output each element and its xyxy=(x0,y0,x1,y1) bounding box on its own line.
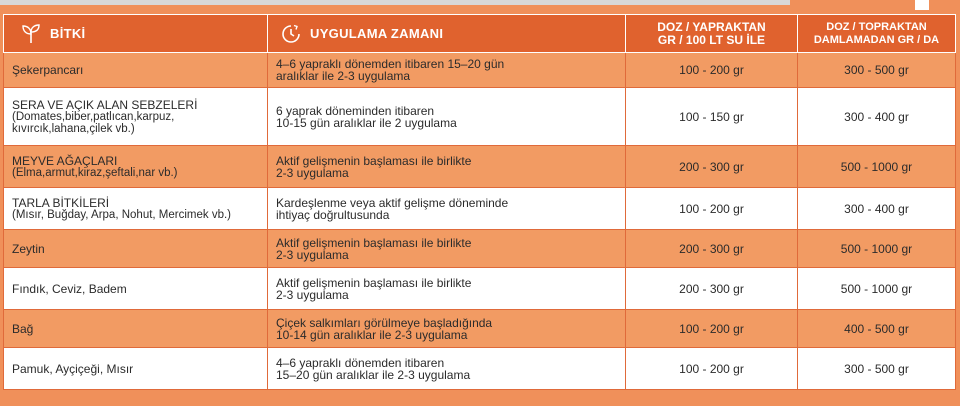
foliar-dose-cell: 100 - 200 gr xyxy=(626,310,798,348)
soil-dose-cell: 500 - 1000 gr xyxy=(798,146,956,188)
header-row xyxy=(4,15,956,53)
header-soil-line2: DAMLAMADAN GR / DA xyxy=(813,33,940,46)
grey-strip xyxy=(0,0,790,5)
foliar-dose-cell: 200 - 300 gr xyxy=(626,268,798,310)
timing-cell xyxy=(268,348,626,390)
timing-cell xyxy=(268,268,626,310)
timing-line: 4–6 yapraklı dönemden itibaren xyxy=(276,355,445,370)
corner-marker xyxy=(915,0,929,10)
crop-examples: (Elma,armut,kiraz,şeftali,nar vb.) xyxy=(12,166,178,179)
dosage-table xyxy=(3,14,956,390)
table-row xyxy=(4,230,956,268)
header-timing xyxy=(268,15,626,53)
crop-cell xyxy=(4,88,268,146)
timing-line: 2-3 uygulama xyxy=(276,287,349,302)
timing-line: 2-3 uygulama xyxy=(276,247,349,262)
crop-cell xyxy=(4,268,268,310)
foliar-dose-cell: 100 - 200 gr xyxy=(626,188,798,230)
crop-name: MEYVE AĞAÇLARI xyxy=(12,153,118,168)
header-crop xyxy=(4,15,268,53)
header-soil-dose xyxy=(798,15,956,53)
timing-line: aralıklar ile 2-3 uygulama xyxy=(276,69,411,83)
header-soil-line1: DOZ / TOPRAKTAN xyxy=(826,20,927,33)
crop-name: Fındık, Ceviz, Badem xyxy=(12,281,127,296)
timing-line: 6 yaprak döneminden itibaren xyxy=(276,103,435,118)
header-timing-label: UYGULAMA ZAMANI xyxy=(310,26,444,41)
crop-name: Zeytin xyxy=(12,241,45,256)
header-foliar-line1: DOZ / YAPRAKTAN xyxy=(657,19,766,34)
table-row xyxy=(4,53,956,88)
soil-dose-cell: 400 - 500 gr xyxy=(798,310,956,348)
timing-cell xyxy=(268,310,626,348)
clock-icon xyxy=(280,23,302,45)
timing-line: Aktif gelişmenin başlaması ile birlikte xyxy=(276,153,472,168)
crop-cell xyxy=(4,146,268,188)
crop-name: SERA VE AÇIK ALAN SEBZELERİ xyxy=(12,97,198,112)
timing-line: 15–20 gün aralıklar ile 2-3 uygulama xyxy=(276,367,471,382)
timing-cell xyxy=(268,146,626,188)
header-foliar-line2: GR / 100 LT SU İLE xyxy=(657,32,766,47)
timing-cell xyxy=(268,88,626,146)
table-row xyxy=(4,310,956,348)
header-crop-label: BİTKİ xyxy=(50,26,86,41)
timing-line: Çiçek salkımları görülmeye başladığında xyxy=(276,315,493,330)
table-row xyxy=(4,348,956,390)
table-row xyxy=(4,188,956,230)
top-band xyxy=(0,0,960,10)
timing-line: 10-15 gün aralıklar ile 2 uygulama xyxy=(276,115,457,130)
crop-cell xyxy=(4,230,268,268)
crop-cell xyxy=(4,188,268,230)
timing-line: 10-14 gün aralıklar ile 2-3 uygulama xyxy=(276,327,468,342)
timing-line: Kardeşlenme veya aktif gelişme döneminde xyxy=(276,195,509,210)
crop-examples: (Mısır, Buğday, Arpa, Nohut, Mercimek vb.) xyxy=(12,208,231,221)
timing-line: 2-3 uygulama xyxy=(276,165,349,180)
crop-cell xyxy=(4,348,268,390)
timing-line: 4–6 yapraklı dönemden itibaren 15–20 gün xyxy=(276,57,505,71)
crop-examples: (Domates,biber,patlıcan,karpuz, kıvırcık,lahana,çilek vb.) xyxy=(12,110,175,135)
foliar-dose-cell: 100 - 200 gr xyxy=(626,53,798,88)
foliar-dose-cell: 200 - 300 gr xyxy=(626,146,798,188)
crop-cell xyxy=(4,310,268,348)
soil-dose-cell: 500 - 1000 gr xyxy=(798,268,956,310)
soil-dose-cell: 300 - 400 gr xyxy=(798,188,956,230)
soil-dose-cell: 500 - 1000 gr xyxy=(798,230,956,268)
crop-cell xyxy=(4,53,268,88)
crop-name: Pamuk, Ayçiçeği, Mısır xyxy=(12,361,134,376)
foliar-dose-cell: 100 - 150 gr xyxy=(626,88,798,146)
soil-dose-cell: 300 - 400 gr xyxy=(798,88,956,146)
foliar-dose-cell: 100 - 200 gr xyxy=(626,348,798,390)
table-row xyxy=(4,88,956,146)
sprout-icon xyxy=(20,23,42,45)
foliar-dose-cell: 200 - 300 gr xyxy=(626,230,798,268)
crop-name: Şekerpancarı xyxy=(12,63,84,77)
table-row xyxy=(4,268,956,310)
table-row xyxy=(4,146,956,188)
soil-dose-cell: 300 - 500 gr xyxy=(798,348,956,390)
timing-line: Aktif gelişmenin başlaması ile birlikte xyxy=(276,235,472,250)
timing-line: ihtiyaç doğrultusunda xyxy=(276,207,390,222)
timing-cell xyxy=(268,230,626,268)
timing-line: Aktif gelişmenin başlaması ile birlikte xyxy=(276,275,472,290)
timing-cell xyxy=(268,53,626,88)
soil-dose-cell: 300 - 500 gr xyxy=(798,53,956,88)
header-foliar-dose xyxy=(626,15,798,53)
timing-cell xyxy=(268,188,626,230)
crop-name: TARLA BİTKİLERİ xyxy=(12,195,110,210)
crop-name: Bağ xyxy=(12,321,34,336)
